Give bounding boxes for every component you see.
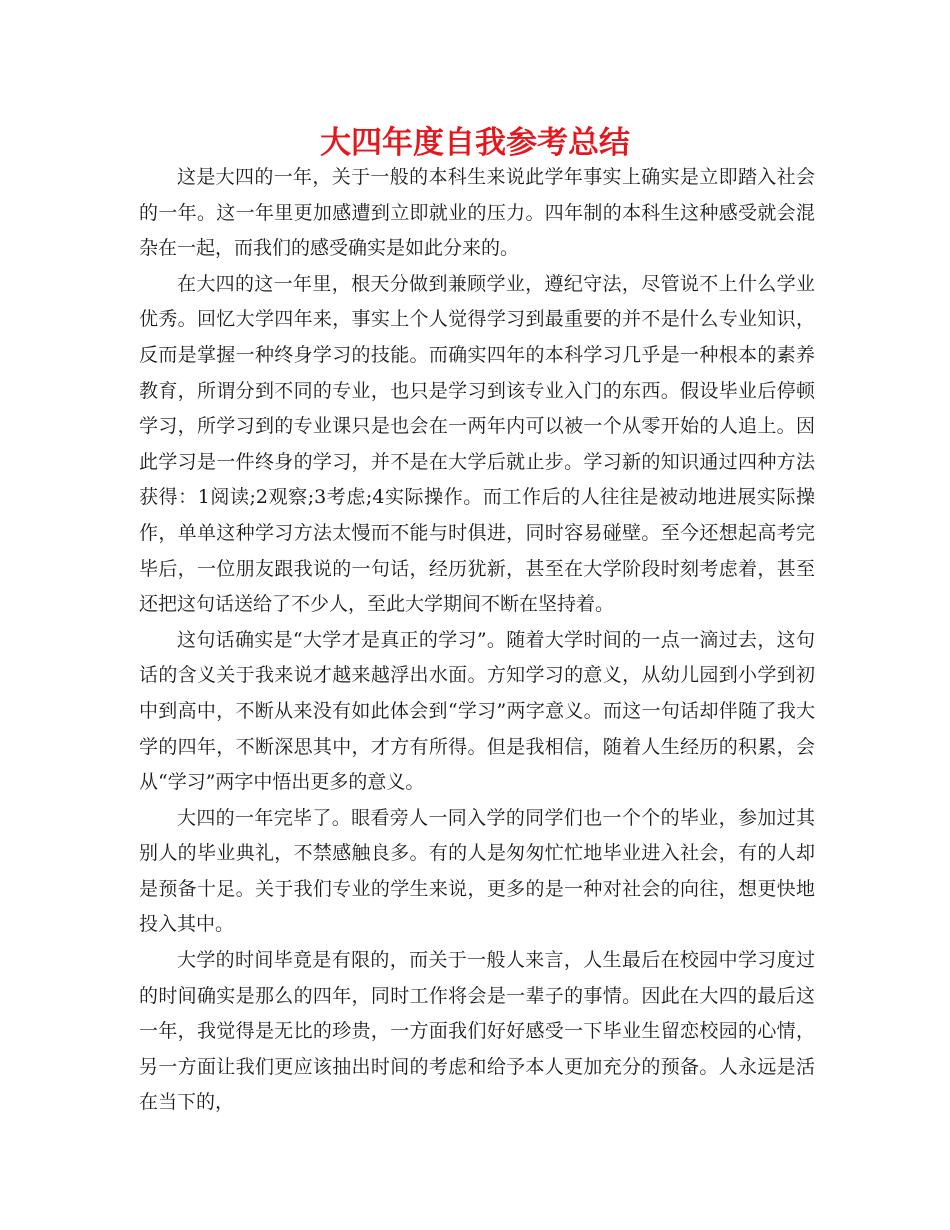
paragraph: 在大四的这一年里，根天分做到兼顾学业，遵纪守法，尽管说不上什么学业优秀。回忆大学四年来，事实上个人觉得学习到最重要的并不是什么专业知识，反而是掌握一种终身学习的技能。而确实四年的本科学习几乎是一种根本的素养教育，所谓分到不同的专业，也只是学习到该专业入门的东西。假设毕业后停顿学习，所学习到的专业课只是也会在一两年内可以被一个从零开始的人追上。因此学习是一件终身的学习，并不是在大学后就止步。学习新的知识通过四种方法获得：1阅读;2观察;3考虑;4实际操作。而工作后的人往往是被动地进展实际操作，单单这种学习方法太慢而不能与时俱进，同时容易碰壁。至今还想起高考完毕后，一位朋友跟我说的一句话，经历犹新，甚至在大学阶段时刻考虑着，甚至还把这句话送给了不少人，至此大学期间不断在坚持着。	[139, 272, 815, 616]
paragraph: 大学的时间毕竟是有限的，而关于一般人来言，人生最后在校园中学习度过的时间确实是那么的四年，同时工作将会是一辈子的事情。因此在大四的最后这一年，我觉得是无比的珍贵，一方面我们好好感受一下毕业生留恋校园的心情，另一方面让我们更应该抽出时间的考虑和给予本人更加充分的预备。人永远是活在当下的，	[139, 949, 815, 1114]
document-title: 大四年度自我参考总结	[320, 125, 630, 161]
paragraph: 这句话确实是“大学才是真正的学习”。随着大学时间的一点一滴过去，这句话的含义关于我来说才越来越浮出水面。方知学习的意义，从幼儿园到小学到初中到高中，不断从来没有如此体会到“学习”两字意义。而这一句话却伴随了我大学的四年，不断深思其中，才方有所得。但是我相信，随着人生经历的积累，会从“学习”两字中悟出更多的意义。	[139, 628, 815, 794]
paragraph: 大四的一年完毕了。眼看旁人一同入学的同学们也一个个的毕业，参加过其别人的毕业典礼，不禁感触良多。有的人是匆匆忙忙地毕业进入社会，有的人却是预备十足。关于我们专业的学生来说，更多的是一种对社会的向往，想更快地投入其中。	[139, 806, 815, 936]
document-body	[139, 160, 815, 1121]
paragraph: 这是大四的一年，关于一般的本科生来说此学年事实上确实是立即踏入社会的一年。这一年里更加感遭到立即就业的压力。四年制的本科生这种感受就会混杂在一起，而我们的感受确实是如此分来的。	[139, 166, 815, 260]
